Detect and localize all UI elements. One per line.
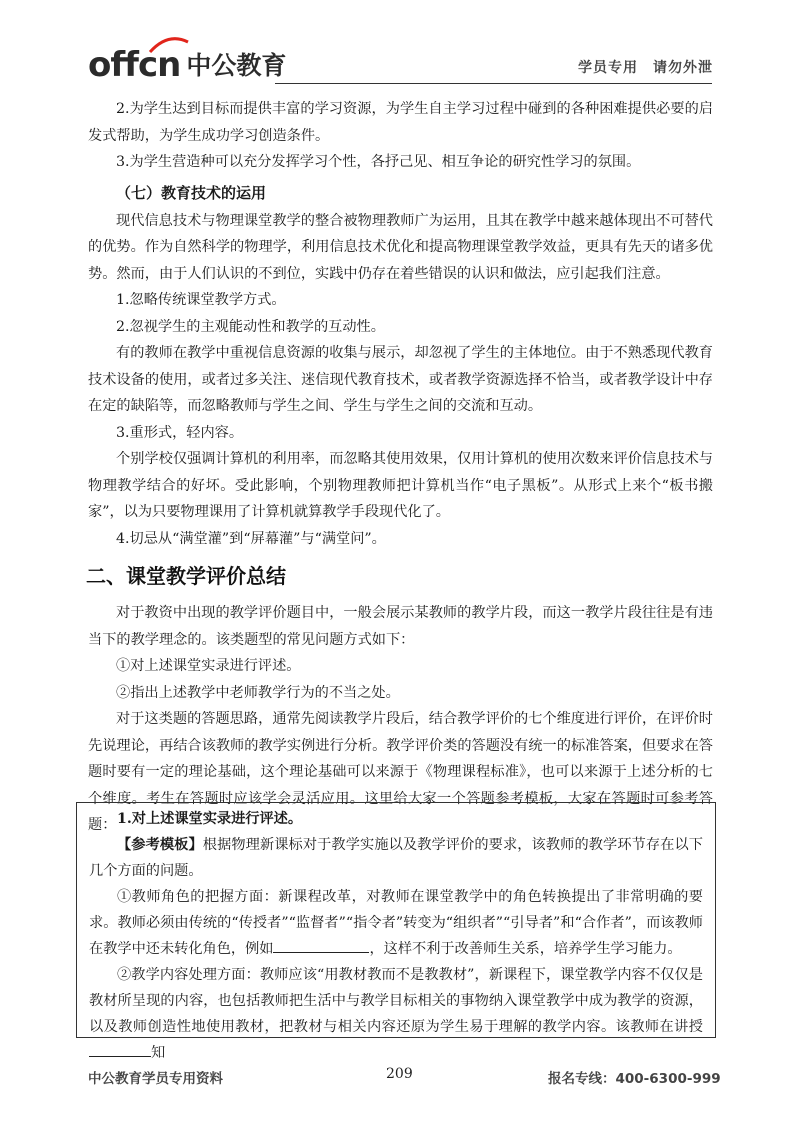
template-label: 【参考模板】	[117, 837, 203, 853]
fill-blank	[89, 1042, 151, 1057]
main-content	[88, 96, 713, 839]
box-title: 1.对上述课堂实录进行评述。	[117, 811, 303, 827]
paragraph: 对于教资中出现的教学评价题目中，一般会展示某教师的教学片段，而这一教学片段往往是有违当下的教学理念的。该类题型的常见问题方式如下：	[88, 605, 713, 648]
item2-text-end: 知	[151, 1045, 166, 1061]
item1-text: ①教师角色的把握方面：新课程改革，对教师在课堂教学中的角色转换提出了非常明确的要求。教师必须由传统的“传授者”“监督者”“指令者”转变为“组织者”“引导者”和“合作者”，而该教师在教学中还未转化角色，例如	[89, 889, 703, 957]
paragraph: ①对上述课堂实录进行评述。	[116, 658, 301, 674]
subsection-heading: （七）教育技术的运用	[116, 183, 267, 202]
item1-text-end: ，这样不利于改善师生关系，培养学生学习能力。	[369, 941, 682, 957]
paragraph: 2.为学生达到目标而提供丰富的学习资源，为学生自主学习过程中碰到的各种困难提供必要的启发式帮助，为学生成功学习创造条件。	[88, 101, 713, 144]
template-text: 根据物理新课标对于教学实施以及教学评价的要求，该教师的教学环节存在以下几个方面的问题。	[89, 837, 703, 879]
paragraph: 对于这类题的答题思路，通常先阅读教学片段后，结合教学评价的七个维度进行评价，在评价时先说理论，再结合该教师的教学实例进行分析。教学评价类的答题没有统一的标准答案，但要求在答题时要有一定的理论基础，这个理论基础可以来源于《物理课程标准》，也可以来源于上述分析的七个维度。考生在答题时应该学会灵活应用。这里给大家一个答题参考模板，大家在答题时可参考答题：	[88, 711, 713, 833]
answer-template-box	[76, 802, 716, 1061]
paragraph: 个别学校仅强调计算机的利用率，而忽略其使用效果，仅用计算机的使用次数来评价信息技术与物理教学结合的好坏。受此影响，个别物理教师把计算机当作“电子黑板”。从形式上来个“板书搬家”，以为只要物理课用了计算机就算教学手段现代化了。	[88, 451, 713, 520]
box-paragraph	[89, 832, 703, 884]
paragraph: 2.忽视学生的主观能动性和教学的互动性。	[116, 318, 385, 335]
paragraph: 3.重形式，轻内容。	[116, 424, 244, 441]
paragraph: 4.切忌从“满堂灌”到“屏幕灌”与“满堂问”。	[116, 530, 386, 547]
paragraph: 1.忽略传统课堂教学方式。	[116, 292, 286, 308]
footer-hotline: 报名专线：400-6300-999	[548, 1071, 721, 1087]
page-number: 209	[386, 1066, 413, 1082]
logo-english: offcn	[88, 45, 181, 85]
footer-label: 中公教育学员专用资料	[88, 1071, 223, 1087]
item2-text: ②教学内容处理方面：教师应该“用教材教而不是教教材”，新课程下，课堂教学内容不仅仅是教材所呈现的内容，也包括教师把生活中与教学目标相关的事物纳入课堂教学中成为教学的资源，以及教师创造性地使用教材，把教材与相关内容还原为学生易于理解的教学内容。该教师在讲授	[89, 967, 703, 1035]
paragraph: 现代信息技术与物理课堂教学的整合被物理教师广为运用，且其在教学中越来越体现出不可替代的优势。作为自然科学的物理学，利用信息技术优化和提高物理课堂教学效益，更具有先天的诸多优势。然而，由于人们认识的不到位，实践中仍存在着些错误的认识和做法，应引起我们注意。	[88, 212, 713, 282]
fill-blank	[273, 938, 369, 953]
header-divider	[275, 83, 712, 84]
offcn-logo	[88, 40, 286, 84]
logo-arc-icon	[148, 36, 190, 54]
section-heading: 二、课堂教学评价总结	[86, 564, 286, 588]
paragraph: 3.为学生营造种可以充分发挥学习个性，各抒己见、相互争论的研究性学习的氛围。	[116, 154, 641, 170]
box-paragraph	[89, 962, 703, 1066]
paragraph: ②指出上述教学中老师教学行为的不当之处。	[116, 684, 400, 701]
paragraph: 有的教师在教学中重视信息资源的收集与展示，却忽视了学生的主体地位。由于不熟悉现代教育技术设备的使用，或者过多关注、迷信现代教育技术，或者教学资源选择不恰当，或者教学设计中存在定的缺陷等，而忽略教师与学生之间、学生与学生之间的交流和互动。	[88, 345, 713, 414]
box-paragraph	[89, 884, 703, 962]
logo-chinese: 中公教育	[186, 51, 287, 80]
page-header	[0, 0, 800, 92]
header-confidential-note: 学员专用 请勿外泄	[578, 60, 713, 76]
